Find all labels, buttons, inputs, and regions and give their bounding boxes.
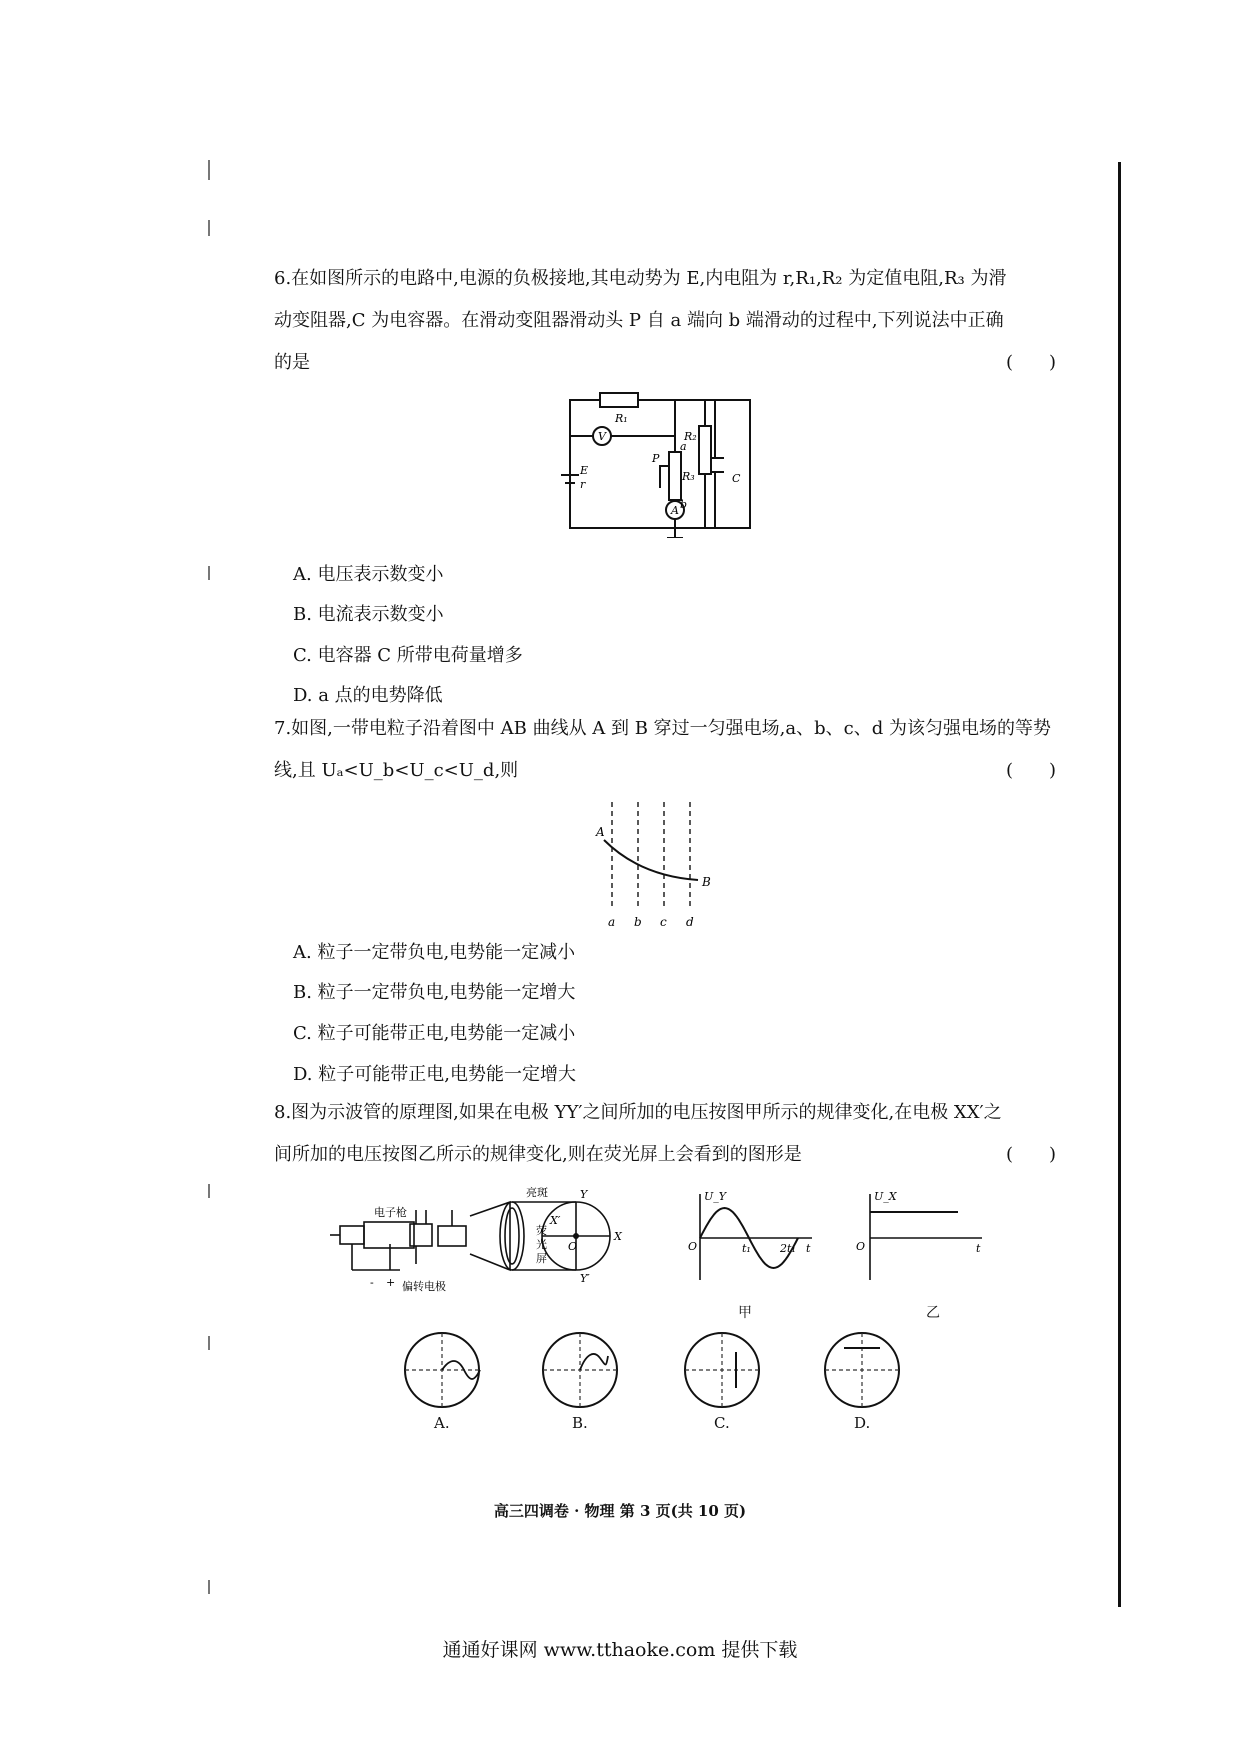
- jia-y-axis-label: U_Y: [704, 1190, 727, 1203]
- x-electrode-label: X: [614, 1230, 622, 1243]
- answer-blank: ( ): [1005, 352, 1056, 373]
- screen-option-c: [682, 1330, 762, 1410]
- jia-t1-label: t₁: [742, 1242, 751, 1255]
- margin-tick: [208, 1580, 210, 1594]
- screen-option-b: [540, 1330, 620, 1410]
- margin-tick: [208, 160, 210, 180]
- particle-path: [604, 840, 698, 880]
- q6-option-a: A. 电压表示数变小: [293, 564, 444, 585]
- question-7-line-2: 线,且 Uₐ<U_b<U_c<U_d,则: [274, 760, 519, 781]
- screen-option-a: [402, 1330, 482, 1410]
- q7-option-a: A. 粒子一定带负电,电势能一定减小: [293, 942, 576, 963]
- jia-2t1-label: 2t₁: [780, 1242, 796, 1255]
- answer-blank: ( ): [1005, 1144, 1056, 1165]
- page-footer: 高三四调卷 · 物理 第 3 页(共 10 页): [493, 1502, 747, 1520]
- margin-tick: [208, 1336, 210, 1350]
- electron-gun-label: 电子枪: [374, 1206, 407, 1219]
- screen-label-a: A.: [434, 1414, 450, 1432]
- screen-b-trace: [580, 1354, 608, 1370]
- line-c-label: c: [660, 915, 667, 929]
- jia-x-axis-label: t: [806, 1242, 811, 1255]
- question-6-line-1: 6.在如图所示的电路中,电源的负极接地,其电动势为 E,内电阻为 r,R₁,R₂ 为定值电阻,R₃ 为滑: [274, 268, 1007, 289]
- emf-label: E: [580, 464, 589, 477]
- resistor-r1: [600, 393, 638, 407]
- right-border-rule: [1118, 162, 1121, 1607]
- graph-jia-caption: 甲: [738, 1305, 752, 1321]
- oscilloscope-tube-diagram: [330, 1180, 652, 1302]
- screen-label-3: 屏: [536, 1252, 547, 1265]
- q7-option-c: C. 粒子可能带正电,电势能一定减小: [293, 1023, 576, 1044]
- q6-option-c: C. 电容器 C 所带电荷量增多: [293, 645, 523, 666]
- point-b-label: B: [702, 875, 711, 889]
- voltmeter-label: V: [598, 430, 606, 443]
- circuit-diagram: [560, 390, 780, 538]
- q7-option-d: D. 粒子可能带正电,电势能一定增大: [293, 1064, 576, 1085]
- question-8-line-1: 8.图为示波管的原理图,如果在电极 YY′之间所加的电压按图甲所示的规律变化,在电极 XX′之: [274, 1102, 1002, 1123]
- line-b-label: b: [634, 915, 642, 929]
- r1-label: R₁: [615, 412, 628, 425]
- question-8: [274, 1092, 1074, 1176]
- screen-option-d: [822, 1330, 902, 1410]
- margin-tick: [208, 220, 210, 236]
- bright-spot: [573, 1233, 579, 1239]
- resistor-r3: [669, 452, 681, 500]
- minus-terminal-label: -: [370, 1276, 374, 1289]
- question-8-line-2: 间所加的电压按图乙所示的规律变化,则在荧光屏上会看到的图形是: [274, 1144, 802, 1165]
- y-electrode-label: Y: [580, 1188, 588, 1201]
- screen-label-b: B.: [572, 1414, 588, 1432]
- yi-origin-label: O: [856, 1240, 866, 1253]
- jia-origin-label: O: [688, 1240, 698, 1253]
- internal-r-label: r: [580, 478, 586, 491]
- yi-y-axis-label: U_X: [874, 1190, 897, 1203]
- source-watermark: 通通好课网 www.tthaoke.com 提供下载: [442, 1639, 798, 1661]
- slider-p-label: P: [652, 452, 660, 465]
- question-7-line-1: 7.如图,一带电粒子沿着图中 AB 曲线从 A 到 B 穿过一匀强电场,a、b、c、d 为该匀强电场的等势: [274, 718, 1051, 739]
- bright-spot-label: 亮斑: [526, 1186, 548, 1199]
- plus-terminal-label: +: [386, 1276, 396, 1289]
- question-7: [274, 708, 1074, 792]
- q6-option-b: B. 电流表示数变小: [293, 604, 444, 625]
- q7-option-b: B. 粒子一定带负电,电势能一定增大: [293, 982, 576, 1003]
- r3-label: R₃: [682, 470, 695, 483]
- question-6-line-3: 的是: [274, 352, 310, 373]
- question-6-line-2: 动变阻器,C 为电容器。在滑动变阻器滑动头 P 自 a 端向 b 端滑动的过程中,下列说法中正确: [274, 310, 1004, 331]
- line-a-label: a: [608, 915, 616, 929]
- screen-origin-label: O: [568, 1240, 578, 1253]
- resistor-r2: [699, 426, 711, 474]
- voltage-graph-yy: [680, 1188, 816, 1288]
- point-b-label: b: [680, 498, 688, 511]
- line-d-label: d: [686, 915, 694, 929]
- q6-option-d: D. a 点的电势降低: [293, 685, 443, 706]
- y-prime-electrode-label: Y′: [580, 1272, 590, 1285]
- screen-label-1: 荧: [536, 1224, 547, 1237]
- equipotential-diagram: [590, 798, 730, 930]
- r2-label: R₂: [684, 430, 697, 443]
- screen-label-2: 光: [536, 1238, 547, 1251]
- graph-yi-caption: 乙: [926, 1305, 940, 1321]
- x-prime-electrode-label: X′: [550, 1214, 561, 1227]
- yi-x-axis-label: t: [976, 1242, 981, 1255]
- screen-label-d: D.: [854, 1414, 871, 1432]
- answer-blank: ( ): [1005, 760, 1056, 781]
- margin-tick: [208, 1184, 210, 1198]
- capacitor-label: C: [732, 472, 741, 485]
- screen-label-c: C.: [714, 1414, 730, 1432]
- margin-tick: [208, 566, 210, 580]
- point-a-label: A: [596, 825, 605, 839]
- question-6: [274, 258, 1074, 384]
- point-a-label: a: [680, 440, 687, 453]
- voltage-graph-xx: [848, 1188, 988, 1288]
- deflection-electrode-label: 偏转电极: [402, 1280, 446, 1293]
- ammeter-label: A: [671, 504, 679, 517]
